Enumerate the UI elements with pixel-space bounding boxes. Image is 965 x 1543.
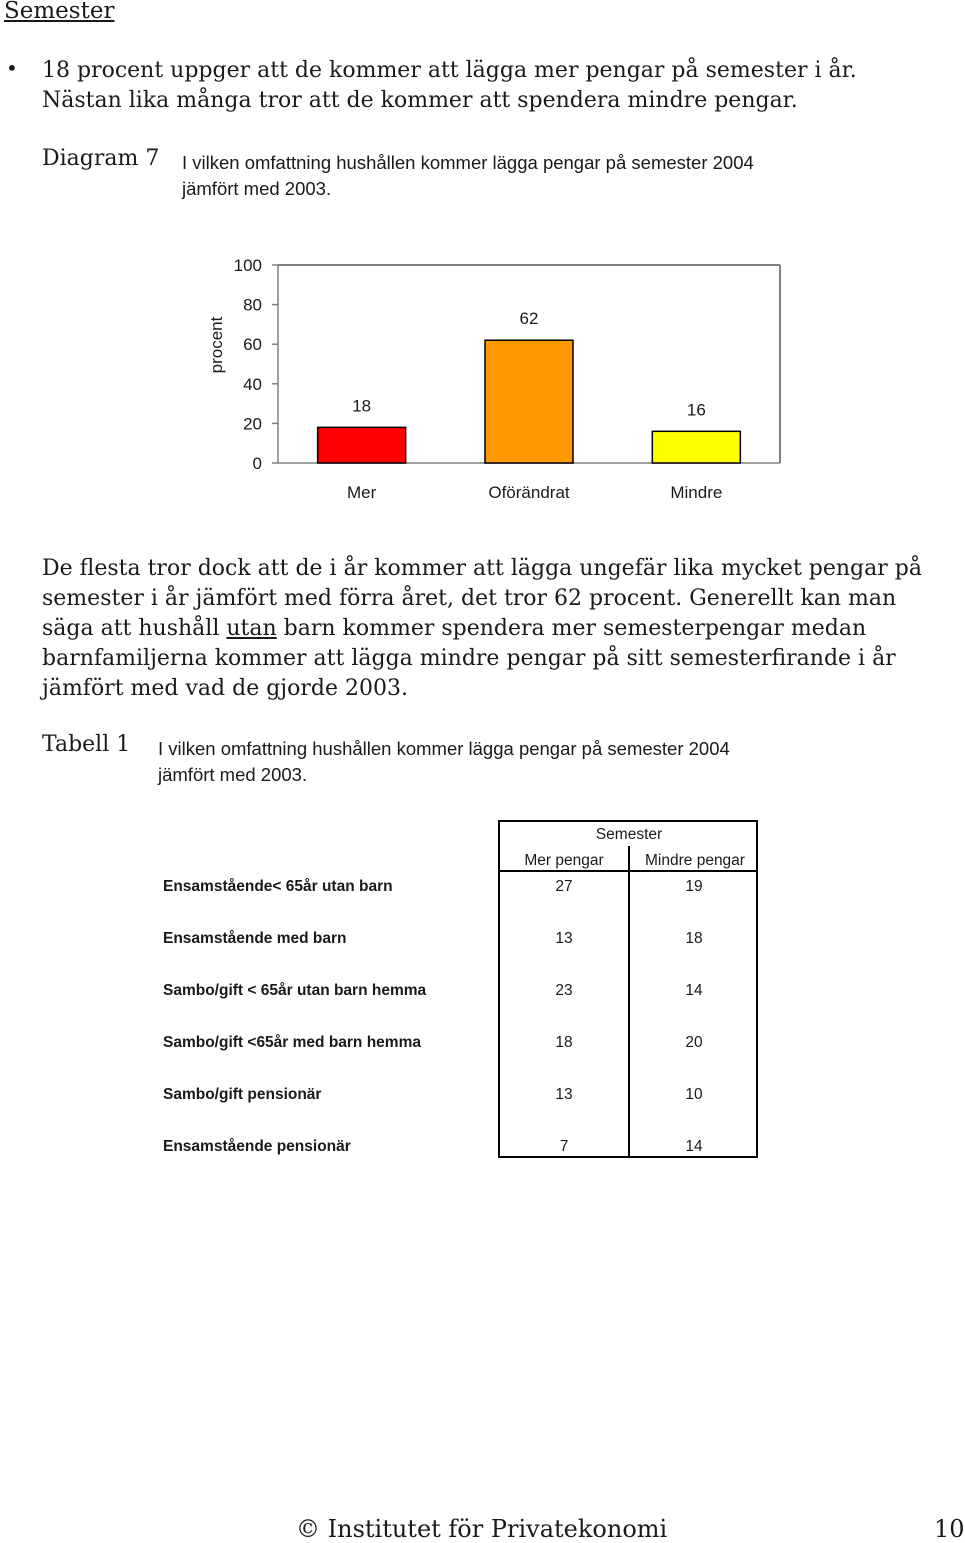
column-header-mer: Mer pengar xyxy=(524,852,604,869)
table-group-header: Semester xyxy=(595,826,663,843)
table-row-label: Ensamstående med barn xyxy=(163,930,347,947)
column-header-mindre: Mindre pengar xyxy=(645,852,745,869)
y-tick-label: 80 xyxy=(243,295,262,315)
table-caption-line: I vilken omfattning hushållen kommer lägga pengar på semester 2004 xyxy=(158,738,730,759)
bullet-text xyxy=(42,56,942,116)
bar-data-label: 16 xyxy=(686,400,706,420)
table-cell-mindre: 18 xyxy=(685,930,703,947)
table-cell-mer: 23 xyxy=(555,982,573,999)
bar-data-label: 18 xyxy=(352,396,372,416)
table-caption-label: Tabell 1 xyxy=(42,732,131,757)
y-tick-label: 0 xyxy=(252,454,262,473)
diagram-caption-label: Diagram 7 xyxy=(42,146,160,171)
page-number: 10 xyxy=(934,1515,965,1543)
paragraph-underlined-word: utan xyxy=(226,616,277,641)
table-row-label: Sambo/gift < 65år utan barn hemma xyxy=(163,982,427,999)
table-frame xyxy=(498,820,758,1158)
table-cell-mer: 18 xyxy=(555,1034,573,1051)
x-category-label: Mer xyxy=(347,483,377,502)
table-caption-text xyxy=(158,736,730,788)
y-tick-label: 20 xyxy=(243,414,262,434)
section-title: Semester xyxy=(4,0,115,24)
y-tick-label: 100 xyxy=(233,256,262,275)
table-row-label: Sambo/gift pensionär xyxy=(163,1086,322,1103)
body-paragraph xyxy=(42,554,942,704)
bar-data-label: 62 xyxy=(519,309,539,329)
table-column-divider xyxy=(628,846,630,1158)
bar-oförändrat xyxy=(485,340,573,463)
footer-org: © Institutet för Privatekonomi xyxy=(296,1515,668,1543)
table-header-divider xyxy=(498,870,758,872)
bar-mindre xyxy=(652,431,740,463)
bullet-line: Nästan lika många tror att de kommer att spendera mindre pengar. xyxy=(42,88,798,113)
diagram-caption-line: I vilken omfattning hushållen kommer lägga pengar på semester 2004 xyxy=(182,152,754,173)
paragraph-text: barn kommer spendera mer semesterpengar medan barnfamiljerna kommer att lägga mindre pengar på sitt semesterfirande i år jämfört med vad de gjorde 2003. xyxy=(42,616,896,701)
table-row-label: Sambo/gift <65år med barn hemma xyxy=(163,1034,421,1051)
bar-mer xyxy=(318,427,406,463)
table-cell-mindre: 10 xyxy=(685,1086,703,1103)
table-cell-mindre: 20 xyxy=(685,1034,703,1051)
x-category-label: Mindre xyxy=(670,483,723,502)
table-cell-mer: 7 xyxy=(559,1138,569,1155)
y-tick-label: 60 xyxy=(243,335,262,355)
diagram-caption-text xyxy=(182,150,754,202)
bar-chart xyxy=(0,230,960,520)
x-category-label: Oförändrat xyxy=(488,483,570,502)
table-caption-line: jämfört med 2003. xyxy=(158,764,308,785)
table-cell-mer: 13 xyxy=(555,1086,573,1103)
table-cell-mindre: 19 xyxy=(685,878,703,895)
bullet-icon: • xyxy=(6,56,18,80)
table-cell-mindre: 14 xyxy=(685,1138,703,1155)
paragraph-text: De flesta tror dock att de i år kommer att lägga ungefär lika mycket pengar på semester i år jämfört med förra året, det tror 62 procent. Generellt kan man säga att hushåll xyxy=(42,556,922,641)
y-tick-label: 40 xyxy=(243,374,262,394)
table-row-label: Ensamstående pensionär xyxy=(163,1138,351,1155)
table-row-label: Ensamstående< 65år utan barn xyxy=(163,878,393,895)
table-cell-mer: 13 xyxy=(555,930,573,947)
table-cell-mer: 27 xyxy=(555,878,573,895)
table-cell-mindre: 14 xyxy=(685,982,703,999)
diagram-caption-line: jämfört med 2003. xyxy=(182,178,332,199)
bullet-line: 18 procent uppger att de kommer att lägga mer pengar på semester i år. xyxy=(42,58,857,83)
y-axis-label: procent xyxy=(207,316,226,374)
